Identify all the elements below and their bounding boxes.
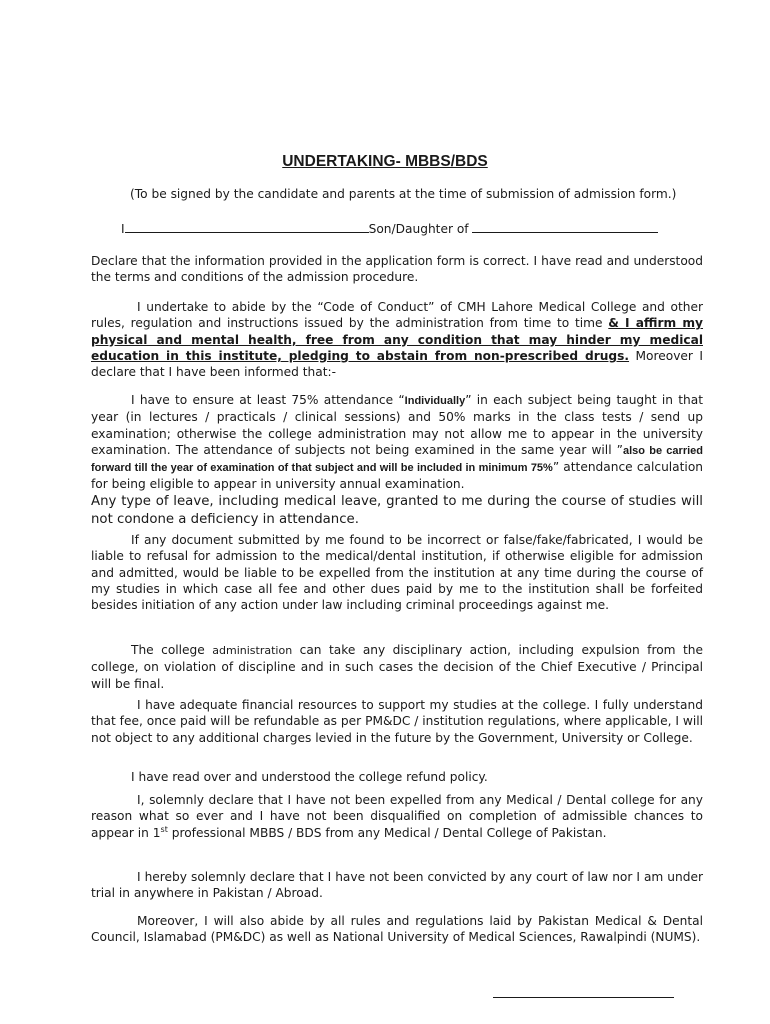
candidate-name-field[interactable] [125, 221, 369, 233]
paragraph-documents: If any document submitted by me found to be incorrect or false/fake/fabricated, I would be liable to refusal for admission to the medical/dental institution, if otherwise eligible for admission and admitted, would be liable to be expelled from the institution at any time during the course of my studies in which case all fee and other dues paid by me to the institution shall be forfeited besides initiation of any action under law including criminal proceedings against me. [91, 533, 703, 613]
paragraph-refund: I have read over and understood the college refund policy. [131, 770, 488, 784]
health-affirmation: & I affirm my physical and mental health, free from any condition that may hinder my medical education in this institute, pledging to abstain from non-prescribed drugs. [91, 316, 704, 363]
paragraph-discipline: The college administration can take any disciplinary action, including expulsion from the college, on violation of discipline and in such cases the decision of the Chief Executive / Principal will be final. [91, 643, 703, 691]
declaration-middle: Son/Daughter of [368, 222, 469, 236]
paragraph-attendance: I have to ensure at least 75% attendance “Individually” in each subject being taught in that year (in lectures / practicals / clinical sessions) and 50% marks in the class tests / send up examination; otherwise the college administration may not allow me to appear in the university examination. The attendance of subjects not being examined in the same year will ”also be carried forward till the year of examination of that subject and will be included in minimum 75%” attendance calculation for being eligible to appear in university annual examination. Any type of leave, including medical leave, granted to me during the course of studies will not condone a deficiency in attendance. [91, 393, 704, 527]
paragraph-conviction: I hereby solemnly declare that I have not been convicted by any court of law nor I am under trial in anywhere in Pakistan / Abroad. [91, 870, 703, 901]
declaration-line [121, 221, 658, 237]
document-title: UNDERTAKING- MBBS/BDS [282, 153, 488, 170]
signature-line[interactable] [493, 997, 674, 998]
paragraph-financial: I have adequate financial resources to support my studies at the college. I fully understand that fee, once paid will be refundable as per PM&DC / institution regulations, where applicable, I will not object to any additional charges levied in the future by the Government, University or College. [91, 698, 703, 745]
paragraph-expulsion: I, solemnly declare that I have not been expelled from any Medical / Dental college for any reason what so ever and I have not been disqualified on completion of admissible chances to appear in 1st professional MBBS / BDS from any Medical / Dental College of Pakistan. [91, 793, 703, 840]
leave-clause: Any type of leave, including medical leave, granted to me during the course of studies will not condone a deficiency in attendance. [91, 493, 703, 527]
paragraph-code-of-conduct: I undertake to abide by the “Code of Conduct” of CMH Lahore Medical College and other rules, regulation and instructions issued by the administration from time to time & I affirm my physical and mental health, free from any condition that may hinder my medical education in this institute, pledging to abstain from non-prescribed drugs. Moreover I declare that I have been informed that:- [91, 300, 704, 380]
declaration-prefix: I [121, 222, 125, 236]
paragraph-pmdc: Moreover, I will also abide by all rules and regulations laid by Pakistan Medical & Dental Council, Islamabad (PM&DC) as well as National University of Medical Sciences, Rawalpindi (NUMS). [91, 914, 703, 945]
paragraph-declare: Declare that the information provided in the application form is correct. I have read and understood the terms and conditions of the admission procedure. [91, 254, 703, 285]
instruction-note: (To be signed by the candidate and parents at the time of submission of admission form.) [130, 187, 677, 201]
parent-name-field[interactable] [472, 221, 658, 233]
